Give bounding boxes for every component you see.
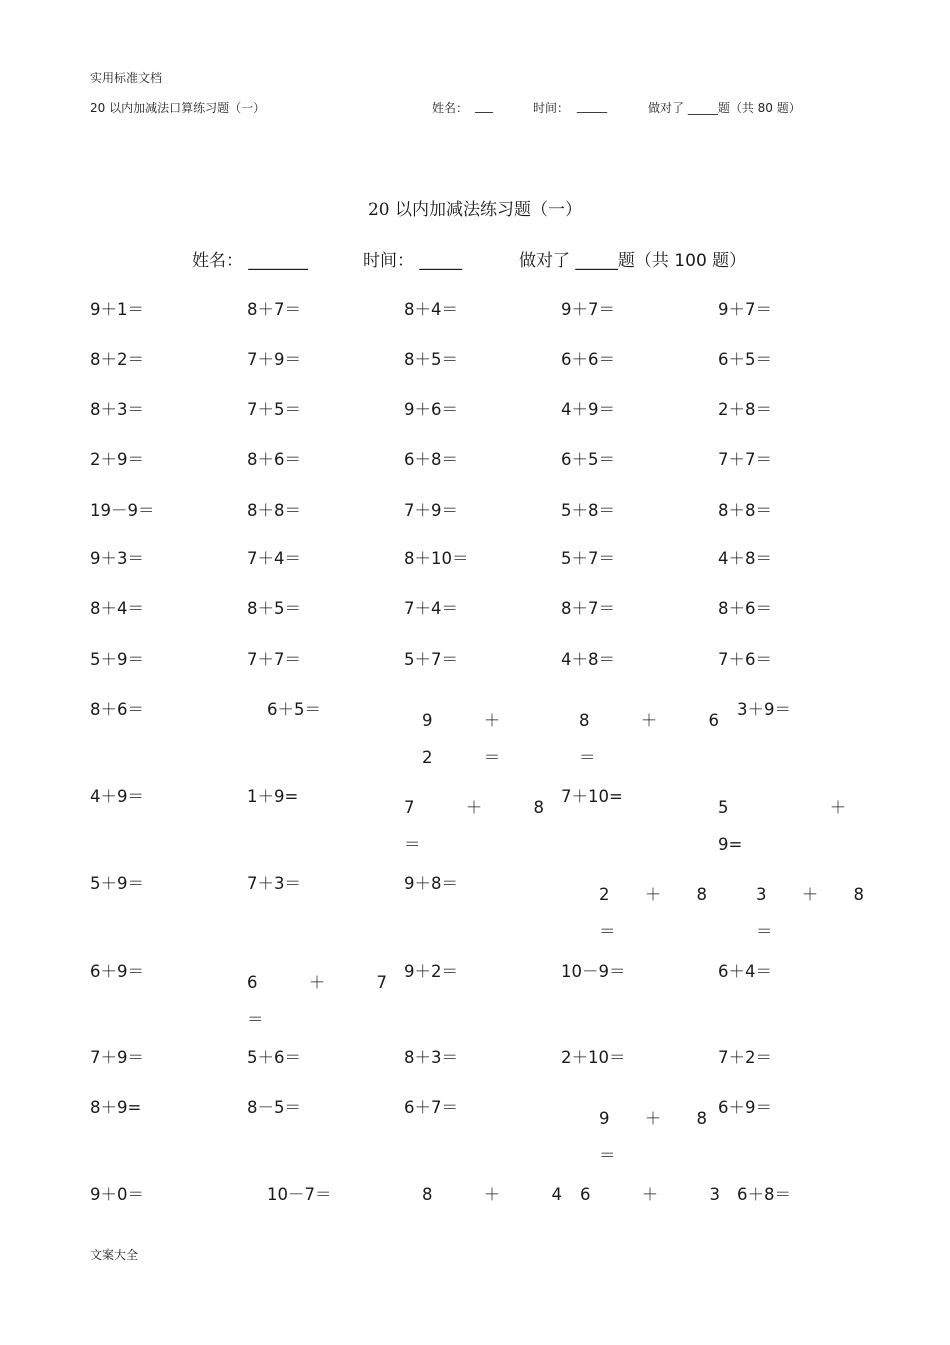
problem-text: 2 ＋ 8 ＝ xyxy=(599,885,707,941)
doc-label: 实用标准文档 xyxy=(90,71,163,85)
problem: 5＋9＝ xyxy=(90,650,144,669)
problem: 6＋6＝ xyxy=(561,350,615,369)
problem: 8＋3＝ xyxy=(90,400,144,419)
header-name-label: 姓名： xyxy=(432,101,469,115)
problem: 5＋6＝ xyxy=(247,1048,301,1067)
problem: 8＋2＝ xyxy=(90,350,144,369)
problem: 8＋4＝ xyxy=(90,599,144,618)
problem: 4＋9＝ xyxy=(561,400,615,419)
problem: 2＋8＝ xyxy=(718,400,772,419)
problem-text: 5 ＋ 9= xyxy=(718,798,847,854)
problem xyxy=(247,964,397,1029)
problem: 8＋6＝ xyxy=(90,700,144,719)
problem: 3＋9＝ xyxy=(737,700,791,719)
problem: 9＋6＝ xyxy=(404,400,458,419)
problem: 7＋4＝ xyxy=(404,599,458,618)
problem: 8＋5＝ xyxy=(247,599,301,618)
problem xyxy=(404,789,554,854)
problem-text: 9 ＋ 8 ＝ xyxy=(599,1109,707,1165)
problem: 9＋0＝ xyxy=(90,1185,144,1204)
header-time-label: 时间： xyxy=(533,101,570,115)
problem: 8＋6＝ xyxy=(718,599,772,618)
problem: 7＋7＝ xyxy=(247,650,301,669)
footer-label: 文案大全 xyxy=(90,1248,139,1262)
problem: 8－5＝ xyxy=(247,1098,301,1117)
problem: 8＋7＝ xyxy=(247,300,301,319)
problem: 7＋7＝ xyxy=(718,450,772,469)
problem: 6＋7＝ xyxy=(404,1098,458,1117)
problem-text: 6 ＋ 7 ＝ xyxy=(247,973,387,1029)
problem: 7＋2＝ xyxy=(718,1048,772,1067)
problem: 5＋7＝ xyxy=(404,650,458,669)
problem: 8＋8＝ xyxy=(247,501,301,520)
problem xyxy=(561,876,711,941)
problem: 1＋9= xyxy=(247,787,299,806)
problem: 8＋6＝ xyxy=(247,450,301,469)
problem: 6＋4＝ xyxy=(718,962,772,981)
problem: 8＋7＝ xyxy=(561,599,615,618)
problem: 9＋7＝ xyxy=(718,300,772,319)
problem: 8＋4＝ xyxy=(404,300,458,319)
problem xyxy=(718,876,868,941)
problem: 5＋8＝ xyxy=(561,501,615,520)
header-name-blank: ___ xyxy=(475,99,493,113)
problem: 10－7＝ xyxy=(267,1185,332,1204)
problem: 6＋9＝ xyxy=(718,1098,772,1117)
problem xyxy=(561,702,721,767)
problem: 10－9＝ xyxy=(561,962,626,981)
problem xyxy=(718,789,868,854)
problem: 4＋9＝ xyxy=(90,787,144,806)
problem: 6＋8＝ xyxy=(404,450,458,469)
problem: 9＋2＝ xyxy=(404,962,458,981)
problem xyxy=(561,1100,711,1165)
problem: 6＋5＝ xyxy=(267,700,321,719)
problem: 7＋9＝ xyxy=(90,1048,144,1067)
problem: 8＋3＝ xyxy=(404,1048,458,1067)
problem: 5＋7＝ xyxy=(561,549,615,568)
problem: 7＋4＝ xyxy=(247,549,301,568)
page-title: 20 以内加减法练习题（一） xyxy=(367,200,583,220)
problem: 6＋5＝ xyxy=(561,450,615,469)
problem: 2＋10＝ xyxy=(561,1048,626,1067)
problem: 2＋9＝ xyxy=(90,450,144,469)
problem-text: 3 ＋ 8 ＝ xyxy=(756,885,864,941)
header-time-blank: _____ xyxy=(577,99,607,113)
problem: 7＋9＝ xyxy=(404,501,458,520)
problem: 8＋9= xyxy=(90,1098,142,1117)
problem: 19－9＝ xyxy=(90,501,155,520)
problem: 4＋8＝ xyxy=(561,650,615,669)
name-field: 姓名： _______ xyxy=(192,251,308,271)
problem: 7＋5＝ xyxy=(247,400,301,419)
problem: 6 ＋ 3 xyxy=(580,1185,720,1204)
sheet-title: 20 以内加减法口算练习题（一） xyxy=(90,101,266,115)
problem: 7＋3＝ xyxy=(247,874,301,893)
problem: 9＋1＝ xyxy=(90,300,144,319)
problem xyxy=(404,702,554,767)
problem: 8 ＋ 4 xyxy=(422,1185,562,1204)
problem-text: 9 ＋ 2 ＝ xyxy=(422,711,501,767)
problem: 7＋9＝ xyxy=(247,350,301,369)
problem: 7＋10= xyxy=(561,787,623,806)
problem: 8＋5＝ xyxy=(404,350,458,369)
problem: 6＋8＝ xyxy=(737,1185,791,1204)
score-field: 做对了 _____题（共 100 题） xyxy=(519,251,747,271)
problem: 8＋8＝ xyxy=(718,501,772,520)
problem: 9＋8＝ xyxy=(404,874,458,893)
header-score: 做对了 _____题（共 80 题） xyxy=(648,101,801,115)
problem: 6＋9＝ xyxy=(90,962,144,981)
problem-text: 8 ＋ 6 ＝ xyxy=(579,711,719,767)
problem: 9＋3＝ xyxy=(90,549,144,568)
problem: 7＋6＝ xyxy=(718,650,772,669)
problem-text: 7 ＋ 8 ＝ xyxy=(404,798,544,854)
problem: 4＋8＝ xyxy=(718,549,772,568)
problem: 5＋9＝ xyxy=(90,874,144,893)
problem: 6＋5＝ xyxy=(718,350,772,369)
time-field: 时间： _____ xyxy=(363,251,462,271)
problem: 9＋7＝ xyxy=(561,300,615,319)
problem: 8＋10＝ xyxy=(404,549,469,568)
